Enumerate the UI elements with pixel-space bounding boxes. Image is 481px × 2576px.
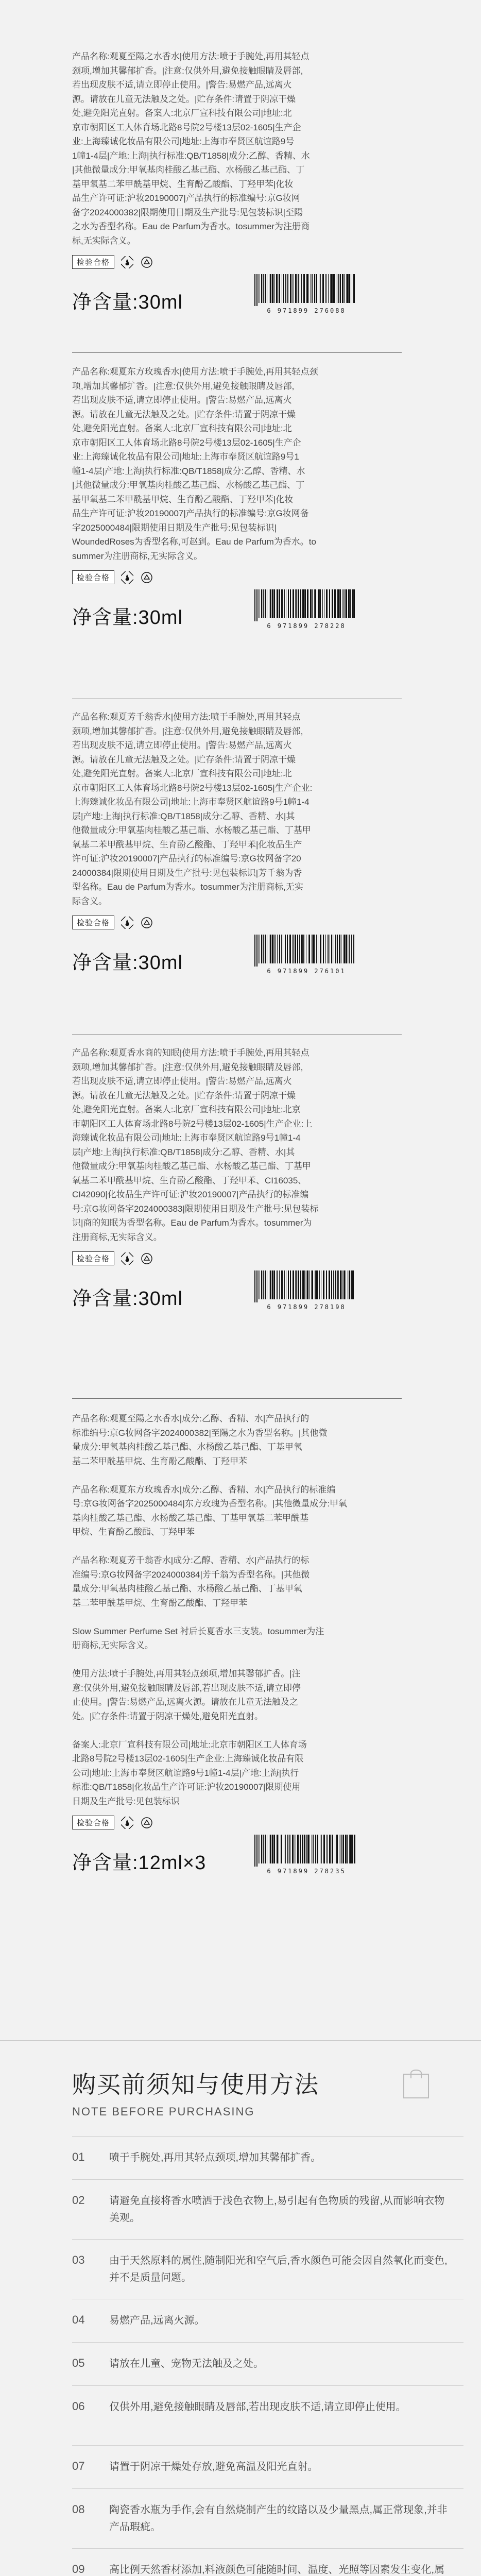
item-text: 由于天然原料的属性,随制阳光和空气后,香水颜色可能会因自然氧化而变色,并不是质量问题。 (109, 2255, 448, 2283)
recycle-icon (140, 256, 153, 269)
barcode-bar (333, 274, 335, 303)
flammable-icon (121, 1816, 134, 1829)
list-divider (72, 2385, 463, 2386)
product-label-card (72, 365, 463, 630)
barcode-bar (283, 274, 284, 303)
barcode-bar (292, 935, 293, 963)
barcode-bar (349, 1270, 350, 1299)
barcode-bars (252, 274, 360, 306)
barcode-bars (252, 1270, 360, 1302)
product-label-card (72, 49, 463, 314)
barcode-bar (293, 1270, 294, 1299)
barcode-bar (329, 1835, 331, 1863)
barcode-bar (349, 1835, 350, 1863)
barcode-bar (298, 589, 299, 618)
section-divider (0, 2040, 481, 2041)
barcode-bar (341, 1270, 342, 1299)
barcode-bar (303, 935, 304, 963)
barcode-bar (322, 274, 324, 303)
barcode-bar (265, 1835, 266, 1863)
barcode-bar (349, 274, 350, 303)
barcode-bar (254, 274, 255, 306)
barcode-bar (309, 1270, 310, 1299)
barcode-bar (296, 589, 297, 618)
net-content: 净含量:30ml (72, 292, 183, 313)
barcode-bar (315, 1835, 316, 1863)
list-item (72, 2355, 463, 2372)
barcode-bar (346, 935, 347, 963)
barcode-bar (299, 935, 300, 963)
barcode-bar (290, 1270, 291, 1299)
barcode-bar (307, 589, 308, 618)
barcode-bar (307, 1835, 309, 1863)
barcode-bar (270, 1835, 271, 1863)
barcode-bar (310, 589, 312, 618)
barcode-bar (346, 274, 347, 303)
barcode-bar (293, 935, 294, 963)
barcode-bar (263, 589, 264, 618)
barcode-bar (312, 274, 313, 303)
item-text: 易燃产品,远离火源。 (109, 2315, 205, 2326)
barcode-bar (309, 935, 310, 963)
barcode-bar (332, 1835, 333, 1863)
list-divider (72, 2445, 463, 2446)
purchase-section-header (72, 2066, 319, 2119)
barcode-bar (254, 1270, 255, 1302)
barcode-bar (301, 274, 302, 303)
recycle-icon (140, 1252, 153, 1265)
barcode-bar (273, 1270, 275, 1299)
list-item (72, 2459, 463, 2476)
list-divider (72, 2239, 463, 2240)
barcode-bar (328, 274, 329, 303)
barcode-bar (346, 589, 347, 618)
barcode-bar (298, 1270, 299, 1299)
barcode-bar (272, 589, 273, 618)
barcode-number: 6 971899 276088 (267, 307, 346, 314)
product-label-card (72, 1046, 463, 1311)
barcode-bar (315, 1270, 316, 1299)
barcode-bar (279, 935, 280, 963)
barcode-bar (339, 589, 341, 618)
barcode-bar (263, 1835, 264, 1863)
item-text: 仅供外用,避免接触眼睛及唇部,若出现皮肤不适,请立即停止使用。 (109, 2401, 406, 2413)
barcode-bar (265, 589, 266, 618)
barcode-bar (343, 1835, 344, 1863)
barcode-bar (325, 274, 327, 303)
barcode-bar (281, 1835, 282, 1863)
barcode-bar (254, 935, 255, 967)
net-content-row (72, 1835, 360, 1875)
barcode-bar (273, 274, 274, 303)
barcode-bar (290, 589, 291, 618)
inspection-tag: 检验合格 (72, 255, 114, 269)
barcode-bar (316, 274, 317, 303)
net-content: 净含量:30ml (72, 607, 183, 629)
barcode-bar (340, 1270, 341, 1299)
item-number: 05 (72, 2357, 85, 2369)
product-label-text: 产品名称:观夏芳千翁香水|使用方法:喷于手腕处,再用其轻点 颈项,增加其馨郁扩香。|注意:仅供外用,避免接触眼睛及唇部, 若出现皮肤不适,请立即停止使用。|警告:易燃产品,远离火 源。请放在儿童无法触及之处。|贮存条件:请置于阴凉干燥 处,避免阳光直射。备案人:北京厂宣科技有限公司|地址:北 京市朝阳区工人体育场北路8号院2号楼13层02-1605|生产企业: 上海臻诚化妆品有限公司|地址:上海市奉贤区航谊路9号1幢1-4 层|产地:上海|执行标准:QB/T1858|成分:乙醇、香精、水|其 他微量成分:甲氧基肉桂酸乙基己酯、水杨酸乙基己酯、丁基甲 氧基二苯甲酰基甲烷、生育酚乙酸酯、丁羟甲苯|化妆品生产 许可证:沪妆20190007|产品执行的标准编号:京G妆网备字20 24000384|限期使用日期及生产批号:见包装标识|芳千翁为香 型名称。Eau de Parfum为香水。tosummer为注册商标,无实 际含义。 (72, 712, 313, 906)
product-label-text: 产品名称:观夏香水商的知眠|使用方法:喷于手腕处,再用其轻点 颈项,增加其馨郁扩香。|注意:仅供外用,避免接触眼睛及唇部, 若出现皮肤不适,请立即停止使用。|警告:易燃产品,远离火 源。请放在儿童无法触及之处。|贮存条件:请置于阴凉干燥 处,避免阳光直射。备案人:北京厂宣科技有限公司|地址:北京 市朝阳区工人体育场北路8号院2号楼13层02-1605|生产企业:上 海臻诚化妆品有限公司|地址:上海市奉贤区航谊路9号1幢1-4 层|产地:上海|执行标准:QB/T1858|成分:乙醇、香精、水|其 他微量成分:甲氧基肉桂酸乙基己酯、水杨酸乙基己酯、丁基甲 氧基二苯甲酰基甲烷、生育酚乙酸酯、丁羟甲苯、CI16035、 CI42090|化妆品生产许可证:沪妆20190007|产品执行的标准编 号:京G妆网备字2024000383|限期使用日期及生产批号:见包装标 识|商的知眠为香型名称。Eau de Parfum为香水。tosummer为 注册商标,无实际含义。 (72, 1048, 319, 1242)
barcode-bar (316, 935, 317, 963)
barcode-bar (320, 935, 321, 963)
barcode-bar (290, 274, 291, 303)
barcode-bar (323, 1270, 324, 1299)
barcode-bar (279, 274, 280, 303)
barcode-bar (302, 589, 304, 618)
label-meta-row (72, 1816, 463, 1829)
barcode-bar (256, 589, 257, 621)
barcode-bar (349, 935, 350, 963)
barcode-bar (326, 589, 328, 618)
list-item (72, 2149, 463, 2166)
barcode-bar (311, 1270, 312, 1299)
barcode-bar (319, 1270, 320, 1299)
barcode-bar (254, 1835, 255, 1867)
barcode-bar (315, 589, 316, 618)
barcode-bar (261, 589, 262, 618)
barcode-bar (340, 274, 341, 303)
barcode-bar (313, 1835, 314, 1863)
barcode-bar (318, 589, 319, 618)
barcode-bar (288, 1270, 289, 1299)
barcode (252, 1270, 360, 1311)
item-number: 08 (72, 2503, 85, 2516)
barcode-number: 6 971899 278235 (267, 1868, 346, 1875)
barcode-bar (289, 1835, 290, 1863)
barcode-bar (304, 1835, 305, 1863)
list-divider (72, 2548, 463, 2549)
barcode-bar (285, 935, 286, 963)
item-text: 请避免直接将香水喷洒于浅色衣物上,易引起有色物质的残留,从而影响衣物美观。 (109, 2195, 445, 2224)
barcode (252, 274, 360, 314)
barcode-bar (314, 274, 315, 303)
barcode-bar (320, 274, 321, 303)
barcode-bar (344, 935, 346, 963)
barcode-bar (301, 935, 302, 963)
barcode-bar (314, 589, 315, 618)
item-text: 高比例天然香材添加,料液颜色可能随时间、温度、光照等因素发生变化,属 (109, 2564, 445, 2575)
barcode-bar (273, 1835, 275, 1863)
barcode-bar (328, 935, 329, 963)
barcode-bar (338, 274, 339, 303)
item-text: 请放在儿童、宠物无法触及之处。 (109, 2358, 264, 2369)
inspection-tag: 检验合格 (72, 570, 114, 584)
barcode-bar (261, 1270, 262, 1299)
product-label-card (72, 1412, 463, 1875)
net-content-row (72, 589, 360, 630)
net-content: 净含量:30ml (72, 952, 183, 974)
item-number: 03 (72, 2253, 85, 2266)
barcode-bar (322, 589, 323, 618)
shopping-bag-icon (401, 2066, 432, 2103)
barcode-bar (341, 1835, 342, 1863)
barcode-bar (256, 1835, 257, 1867)
product-label-card (72, 710, 463, 975)
barcode-bar (331, 1270, 332, 1299)
barcode-bar (256, 274, 257, 306)
barcode-bar (273, 935, 274, 963)
barcode-bar (297, 935, 298, 963)
barcode-bar (261, 1835, 262, 1863)
barcode-bar (343, 1270, 345, 1299)
barcode-bar (302, 935, 303, 963)
barcode-bar (330, 274, 331, 303)
barcode-bar (296, 1270, 297, 1299)
barcode-bar (347, 274, 349, 303)
barcode-bar (316, 1270, 318, 1299)
barcode-bar (304, 589, 306, 618)
list-divider (72, 2342, 463, 2343)
barcode-bar (352, 1270, 354, 1299)
item-number: 07 (72, 2460, 85, 2472)
barcode-bar (307, 1270, 308, 1299)
barcode-bar (284, 589, 285, 618)
barcode-bar (323, 1835, 325, 1863)
list-item (72, 2252, 463, 2286)
list-divider (72, 2136, 463, 2137)
barcode-bar (263, 274, 264, 303)
barcode-bar (295, 935, 296, 963)
barcode-bar (313, 935, 315, 963)
flammable-icon (121, 256, 134, 269)
barcode-bar (277, 1270, 278, 1299)
barcode-bar (353, 935, 354, 963)
barcode-bar (337, 589, 339, 618)
list-divider (72, 2488, 463, 2489)
list-item (72, 2562, 463, 2576)
barcode (252, 1835, 360, 1875)
item-number: 01 (72, 2150, 85, 2163)
barcode-bar (345, 589, 346, 618)
barcode-bar (348, 589, 350, 618)
net-content-row (72, 935, 360, 975)
barcode-bar (332, 589, 333, 618)
barcode-bar (273, 589, 275, 618)
barcode-bar (281, 589, 283, 618)
barcode-bar (323, 935, 324, 963)
barcode-bar (351, 935, 352, 963)
net-content: 净含量:30ml (72, 1288, 183, 1310)
barcode-bar (334, 589, 336, 618)
barcode-bar (333, 1270, 334, 1299)
item-text: 陶瓷香水瓶为手作,会有自然烧制产生的纹路以及少量黑点,属正常现象,并非产品瑕疵。 (109, 2504, 448, 2533)
barcode-bar (329, 589, 330, 618)
barcode-bar (342, 274, 343, 303)
flammable-icon (121, 571, 134, 584)
barcode-bar (321, 1835, 322, 1863)
net-content-row (72, 1270, 360, 1311)
barcode-bar (312, 1270, 313, 1299)
product-label-text: 产品名称:观夏东方玫瑰香水|使用方法:喷于手腕处,再用其轻点颈 项,增加其馨郁扩香。|注意:仅供外用,避免接触眼睛及唇部, 若出现皮肤不适,请立即停止使用。|警告:易燃产品,远离火 源。请放在儿童无法触及之处。|贮存条件:请置于阴凉干燥 处,避免阳光直射。备案人:北京厂宣科技有限公司|地址:北 京市朝阳区工人体育场北路8号院2号楼13层02-1605|生产企 业:上海臻诚化妆品有限公司|地址:上海市奉贤区航谊路9号1 幢1-4层|产地:上海|执行标准:QB/T1858|成分:乙醇、香精、水 |其他微量成分:甲氧基肉桂酸乙基己酯、水杨酸乙基己酯、丁 基甲氧基二苯甲酰基甲烷、生育酚乙酸酯、丁羟甲苯|化妆 品生产许可证:沪妆20190007|产品执行的标准编号:京G妆网备 字2025000484|限期使用日期及生产批号:见包装标识| WoundedRoses为香型名称,可赵到。Eau de Parfum为香水。to summer为注册商标,无实际含义。 (72, 367, 318, 561)
barcode-bar (353, 589, 355, 618)
barcode-bar (256, 1270, 257, 1302)
label-divider (72, 352, 402, 353)
barcode-bar (289, 935, 291, 963)
barcode-bar (256, 935, 257, 967)
barcode-bar (276, 274, 278, 303)
barcode-bar (293, 589, 294, 618)
barcode-bar (304, 1270, 305, 1299)
barcode-bar (350, 1835, 352, 1863)
barcode-bar (300, 1835, 301, 1863)
inspection-tag: 检验合格 (72, 1251, 114, 1265)
barcode-bar (351, 1270, 352, 1299)
barcode-bar (270, 274, 271, 303)
barcode-bar (254, 589, 255, 621)
barcode-bar (270, 1270, 271, 1299)
barcode-bar (354, 1835, 355, 1863)
list-item (72, 2193, 463, 2227)
list-item (72, 2312, 463, 2329)
barcode-bar (265, 274, 266, 303)
barcode-bar (345, 1835, 347, 1863)
recycle-icon (140, 1816, 153, 1829)
barcode-bar (274, 935, 276, 963)
label-meta-row (72, 570, 463, 584)
barcode-bar (308, 274, 309, 303)
barcode-bar (295, 274, 297, 303)
barcode-bar (317, 1835, 318, 1863)
barcode-bar (295, 1270, 296, 1299)
barcode-bar (338, 1270, 339, 1299)
barcode-bar (292, 1835, 294, 1863)
barcode-bar (325, 935, 326, 963)
item-number: 04 (72, 2313, 85, 2326)
barcode-bar (336, 1835, 338, 1863)
flammable-icon (121, 916, 134, 929)
product-label-text: 产品名称:观夏至陽之水香水|成分:乙醇、香精、水|产品执行的 标准编号:京G妆网备字2024000382|至陽之水为香型名称。|其他微 量成分:甲氧基肉桂酸乙基己酯、水杨酸乙基己酯、丁基甲氧 基二苯甲酰基甲烷、生育酚乙酸酯、丁羟甲苯 产品名称:观夏东方玫瑰香水|成分:乙醇、香精、水|产品执行的标准编 号:京G妆网备字2025000484|东方玫瑰为香型名称。|其他微量成分:甲氧 基肉桂酸乙基己酯、水杨酸乙基己酯、丁基甲氧基二苯甲酰基 甲烷、生育酚乙酸酯、丁羟甲苯 产品名称:观夏芳千翁香水|成分:乙醇、香精、水|产品执行的标 准编号:京G妆网备字2024000384|芳千翁为香型名称。|其他微 量成分:甲氧基肉桂酸乙基己酯、水杨酸乙基己酯、丁基甲氧 基二苯甲酰基甲烷、生育酚乙酸酯、丁羟甲苯 Slow Summer Perfume Set 衬后长夏香水三支装。tosummer为注 册商标,无实际含义。 使用方法:喷于手腕处,再用其轻点颈项,增加其馨郁扩香。|注 意:仅供外用,避免接触眼睛及唇部,若出现皮肤不适,请立即停 止使用。|警告:易燃产品,远离火源。请放在儿童无法触及之 处。|贮存条件:请置于阴凉干燥处,避免阳光直射。 备案人:北京厂宣科技有限公司|地址:北京市朝阳区工人体育场 北路8号院2号楼13层02-1605|生产企业:上海臻诚化妆品有限 公司|地址:上海市奉贤区航谊路9号1幢1-4层|产地:上海|执行 标准:QB/T1858|化妆品生产许可证:沪妆20190007|限期使用 日期及生产批号:见包装标识 (72, 1414, 348, 1806)
barcode-bar (347, 1835, 348, 1863)
item-number: 02 (72, 2194, 85, 2207)
section-title: 购买前须知与使用方法 (72, 2071, 319, 2098)
barcode-bar (329, 1270, 330, 1299)
barcode-bar (270, 589, 271, 618)
barcode-bar (353, 274, 355, 303)
barcode-bar (284, 1270, 285, 1299)
barcode (252, 935, 360, 975)
recycle-icon (140, 571, 153, 584)
barcode-bar (274, 274, 275, 303)
list-divider (72, 2179, 463, 2180)
barcode-bar (331, 274, 333, 303)
barcode-bar (335, 935, 336, 963)
barcode-bar (277, 1835, 278, 1863)
barcode-bar (306, 274, 308, 303)
net-content: 净含量:12ml×3 (72, 1852, 207, 1874)
barcode-bar (337, 1270, 338, 1299)
barcode-bar (281, 1270, 283, 1299)
barcode-bar (272, 274, 273, 303)
barcode-bar (261, 935, 262, 963)
barcode-bar (295, 589, 296, 618)
barcode-bar (312, 935, 313, 963)
barcode-bar (265, 1270, 266, 1299)
item-text: 请置于阴凉干燥处存放,避免高温及阳光直射。 (109, 2461, 318, 2472)
label-meta-row (72, 255, 463, 269)
barcode-bar (265, 935, 266, 963)
barcode-bar (288, 589, 289, 618)
product-label-text: 产品名称:观夏至陽之水香水|使用方法:喷于手腕处,再用其轻点 颈项,增加其馨郁扩香。|注意:仅供外用,避免接触眼睛及唇部, 若出现皮肤不适,请立即停止使用。|警告:易燃产品,远离火 源。请放在儿童无法触及之处。|贮存条件:请置于阴凉干燥 处,避免阳光直射。备案人:北京厂宣科技有限公司|地址:北 京市朝阳区工人体育场北路8号院2号楼13层02-1605|生产企 业:上海臻诚化妆品有限公司|地址:上海市奉贤区航谊路9号 1幢1-4层|产地:上海|执行标准:QB/T1858|成分:乙醇、香精、水 |其他微量成分:甲氧基肉桂酸乙基己酯、水杨酸乙基己酯、丁 基甲氧基二苯甲酰基甲烷、生育酚乙酸酯、丁羟甲苯|化妆 品生产许可证:沪妆20190007|产品执行的标准编号:京G妆网 备字2024000382|限期使用日期及生产批号:见包装标识|至陽 之水为香型名称。Eau de Parfum为香水。tosummer为注册商 标,无实际含义。 (72, 52, 310, 246)
barcode-bar (350, 589, 351, 618)
barcode-bar (297, 1835, 299, 1863)
barcode (252, 589, 360, 630)
barcode-bar (302, 1835, 303, 1863)
label-meta-row (72, 916, 463, 929)
inspection-tag: 检验合格 (72, 1816, 114, 1829)
barcode-bar (287, 274, 288, 303)
barcode-number: 6 971899 278228 (267, 622, 346, 630)
barcode-bar (279, 1270, 280, 1299)
flammable-icon (121, 1252, 134, 1265)
barcode-bar (331, 935, 332, 963)
label-meta-row (72, 1251, 463, 1265)
barcode-bar (303, 274, 305, 303)
barcode-bar (272, 1270, 273, 1299)
barcode-bar (337, 935, 338, 963)
barcode-bars (252, 935, 360, 967)
barcode-number: 6 971899 276101 (267, 968, 346, 975)
barcode-bar (263, 1270, 264, 1299)
barcode-bar (302, 1270, 304, 1299)
barcode-bar (300, 589, 301, 618)
barcode-bar (352, 589, 353, 618)
barcode-bar (287, 1835, 288, 1863)
barcode-bar (352, 1835, 353, 1863)
barcode-bar (335, 1270, 336, 1299)
barcode-bar (285, 274, 286, 303)
recycle-icon (140, 916, 153, 929)
barcode-bars (252, 589, 360, 621)
barcode-bar (285, 1835, 286, 1863)
barcode-bars (252, 1835, 360, 1867)
barcode-number: 6 971899 278198 (267, 1303, 346, 1311)
barcode-bar (281, 935, 282, 963)
section-subtitle: NOTE BEFORE PURCHASING (72, 2105, 255, 2118)
net-content-row (72, 274, 360, 314)
inspection-tag: 检验合格 (72, 916, 114, 929)
barcode-bar (287, 935, 288, 963)
item-number: 06 (72, 2400, 85, 2413)
barcode-bar (339, 935, 340, 963)
barcode-bar (270, 935, 271, 963)
label-divider (72, 1398, 402, 1399)
barcode-bar (263, 935, 264, 963)
barcode-bar (298, 274, 299, 303)
list-item (72, 2399, 463, 2416)
barcode-bar (261, 274, 262, 303)
barcode-bar (272, 1835, 273, 1863)
barcode-bar (279, 589, 280, 618)
barcode-bar (326, 1270, 327, 1299)
barcode-bar (306, 1835, 307, 1863)
barcode-bar (327, 1835, 328, 1863)
barcode-bar (300, 1270, 301, 1299)
item-text: 喷于手腕处,再用其轻点颈项,增加其馨郁扩香。 (109, 2152, 321, 2163)
barcode-bar (319, 589, 321, 618)
barcode-bar (344, 274, 345, 303)
list-item (72, 2502, 463, 2536)
item-number: 09 (72, 2563, 85, 2575)
barcode-bar (277, 935, 278, 963)
barcode-bar (272, 935, 273, 963)
barcode-bar (312, 589, 313, 618)
barcode-bar (277, 589, 278, 618)
